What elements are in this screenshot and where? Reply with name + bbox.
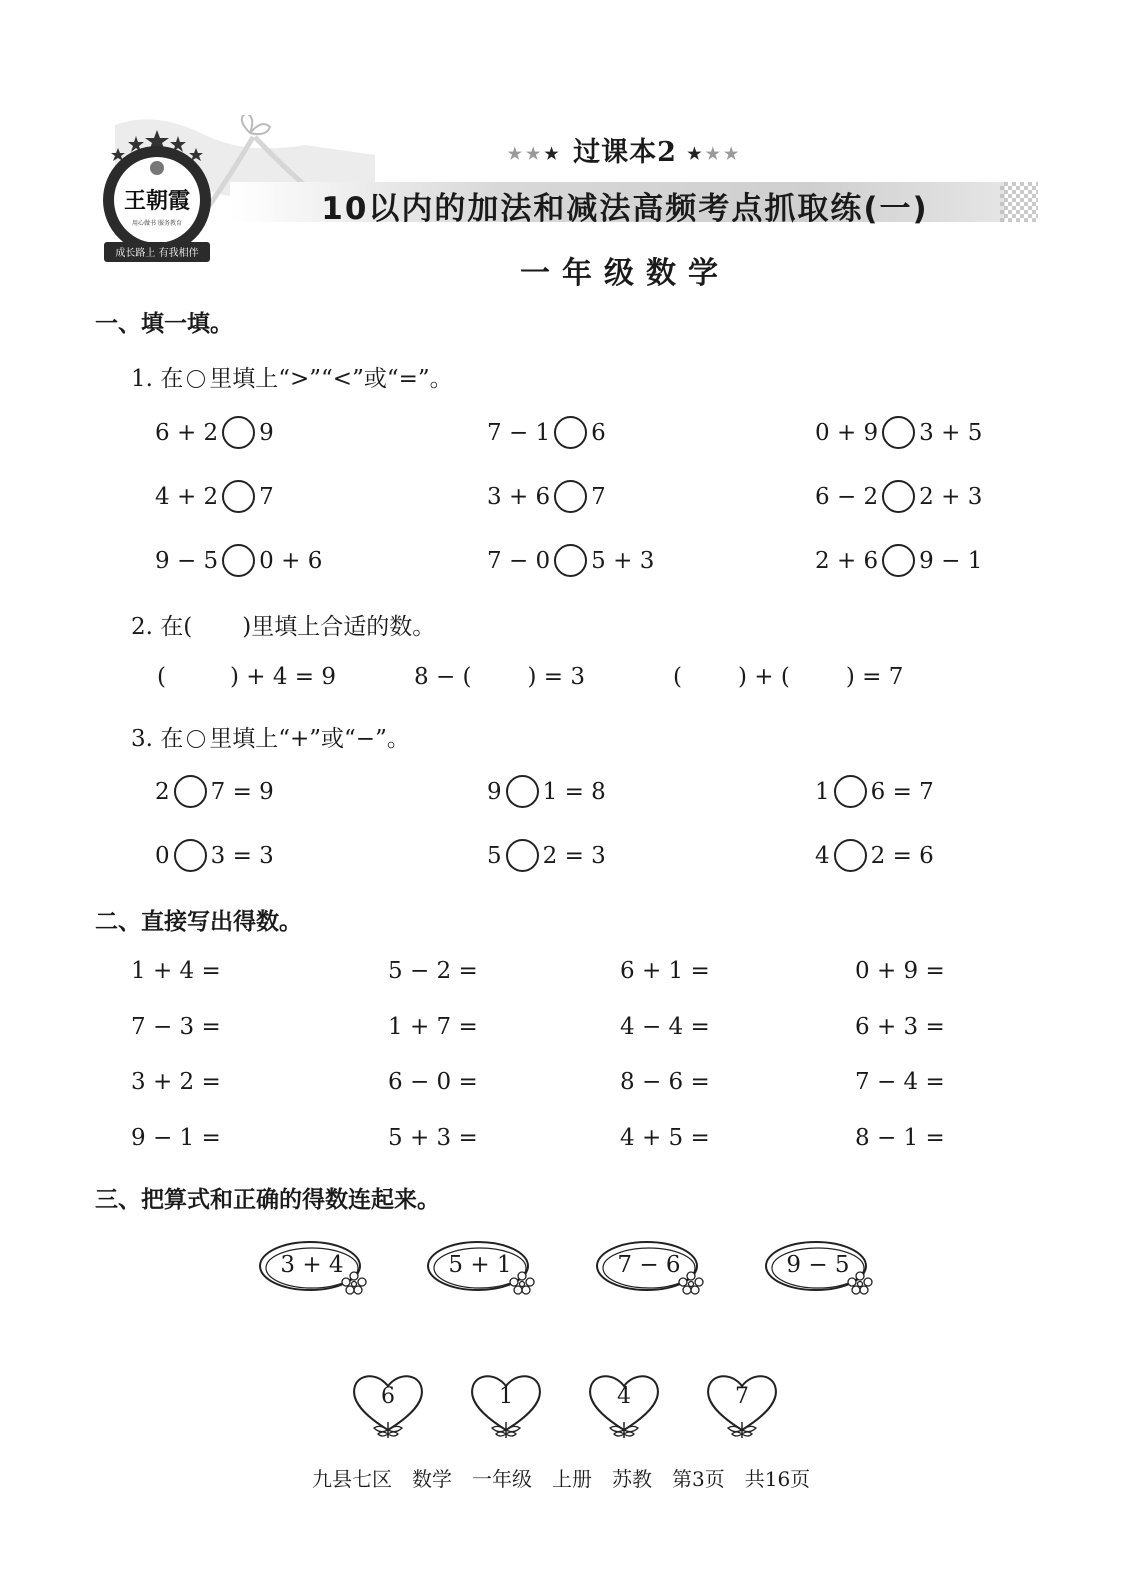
footer-volume: 上册 [552, 1467, 592, 1491]
answer-circle[interactable] [882, 416, 915, 449]
answer-heart[interactable]: 6 [349, 1370, 427, 1440]
calc-item[interactable]: 7 − 3 = [131, 1014, 221, 1040]
svg-text:王朝霞: 王朝霞 [123, 188, 191, 214]
brand-logo [98, 128, 216, 270]
answer-circle[interactable] [882, 480, 915, 513]
calc-item[interactable]: 8 − 1 = [855, 1125, 945, 1151]
brand-seal-logo [98, 128, 216, 270]
calc-item[interactable]: 4 + 5 = [620, 1125, 710, 1151]
compare-item: 6 − 2 2 + 3 [815, 480, 982, 513]
footer-grade: 一年级 [472, 1467, 532, 1491]
fill-blank-item: ( ) + 4 = 9 [157, 664, 337, 690]
calc-item[interactable]: 6 − 0 = [388, 1069, 478, 1095]
calc-item[interactable]: 5 − 2 = [388, 958, 478, 984]
star-icons: ★★ [705, 144, 743, 163]
answer-circle[interactable] [222, 416, 255, 449]
answer-heart[interactable]: 4 [585, 1370, 663, 1440]
compare-item: 7 − 1 6 [487, 416, 606, 449]
section-1-heading: 一、填一填。 [95, 311, 233, 337]
operator-item: 0 3 = 3 [155, 839, 274, 872]
series-title [505, 130, 745, 169]
expression-pill[interactable]: 3 + 4 [256, 1238, 368, 1300]
fill-blank-item: 8 − ( ) = 3 [414, 664, 585, 690]
answer-circle[interactable] [174, 839, 207, 872]
answer-circle[interactable] [834, 775, 867, 808]
compare-item: 9 − 5 0 + 6 [155, 544, 322, 577]
answer-circle[interactable] [222, 544, 255, 577]
page-title: 10以内的加法和减法高频考点抓取练(一) [321, 191, 929, 227]
compare-item: 6 + 2 9 [155, 416, 274, 449]
answer-circle[interactable] [554, 544, 587, 577]
answer-heart[interactable]: 1 [467, 1370, 545, 1440]
calc-item[interactable]: 0 + 9 = [855, 958, 945, 984]
question-3-prompt: 3. 在 里填上“+”或“−”。 [131, 726, 410, 752]
section-2-heading: 二、直接写出得数。 [95, 909, 302, 935]
footer-page: 第3页 [672, 1467, 725, 1491]
answer-circle[interactable] [174, 775, 207, 808]
expression-pill[interactable]: 9 − 5 [762, 1238, 874, 1300]
footer-total: 共16页 [744, 1467, 811, 1491]
calc-item[interactable]: 5 + 3 = [388, 1125, 478, 1151]
expression-pill[interactable]: 5 + 1 [424, 1238, 536, 1300]
calc-item[interactable]: 7 − 4 = [855, 1069, 945, 1095]
answer-heart[interactable]: 7 [703, 1370, 781, 1440]
answer-circle[interactable] [506, 839, 539, 872]
footer-region: 九县七区 [312, 1467, 392, 1491]
compare-item: 3 + 6 7 [487, 480, 606, 513]
answer-circle[interactable] [834, 839, 867, 872]
compare-item: 7 − 0 5 + 3 [487, 544, 654, 577]
calc-item[interactable]: 9 − 1 = [131, 1125, 221, 1151]
question-1-prompt: 1. 在 里填上“>”“<”或“=”。 [131, 366, 453, 392]
subject-title: 一年级数学 [520, 256, 730, 291]
footer-edition: 苏教 [612, 1467, 652, 1491]
calc-item[interactable]: 3 + 2 = [131, 1069, 221, 1095]
star-icons: ★★ [507, 144, 545, 163]
answer-circle[interactable] [554, 416, 587, 449]
operator-item: 1 6 = 7 [815, 775, 934, 808]
calc-item[interactable]: 1 + 7 = [388, 1014, 478, 1040]
operator-item: 9 1 = 8 [487, 775, 606, 808]
question-2-prompt: 2. 在( )里填上合适的数。 [131, 614, 436, 640]
star-icon: ★ [544, 144, 563, 163]
compare-item: 0 + 9 3 + 5 [815, 416, 982, 449]
answer-circle[interactable] [506, 775, 539, 808]
calc-item[interactable]: 4 − 4 = [620, 1014, 710, 1040]
calc-item[interactable]: 6 + 3 = [855, 1014, 945, 1040]
answer-circle[interactable] [222, 480, 255, 513]
page-footer [312, 1463, 810, 1492]
section-3-heading: 三、把算式和正确的得数连起来。 [95, 1187, 440, 1213]
svg-text:成长路上 有我相伴: 成长路上 有我相伴 [115, 248, 199, 259]
operator-item: 4 2 = 6 [815, 839, 934, 872]
calc-item[interactable]: 1 + 4 = [131, 958, 221, 984]
circle-icon [187, 730, 205, 748]
footer-subject: 数学 [412, 1467, 452, 1491]
calc-item[interactable]: 6 + 1 = [620, 958, 710, 984]
circle-icon [187, 370, 205, 388]
svg-text:用心做书 服务教育: 用心做书 服务教育 [132, 220, 182, 227]
compare-item: 4 + 2 7 [155, 480, 274, 513]
fill-blank-item: ( ) + ( ) = 7 [673, 664, 904, 690]
checker-pattern [1000, 182, 1038, 222]
calc-item[interactable]: 8 − 6 = [620, 1069, 710, 1095]
series-title-text: 过课本2 [573, 137, 677, 168]
operator-item: 2 7 = 9 [155, 775, 274, 808]
answer-circle[interactable] [882, 544, 915, 577]
answer-circle[interactable] [554, 480, 587, 513]
expression-pill[interactable]: 7 − 6 [593, 1238, 705, 1300]
star-icon: ★ [687, 144, 706, 163]
operator-item: 5 2 = 3 [487, 839, 606, 872]
compare-item: 2 + 6 9 − 1 [815, 544, 982, 577]
